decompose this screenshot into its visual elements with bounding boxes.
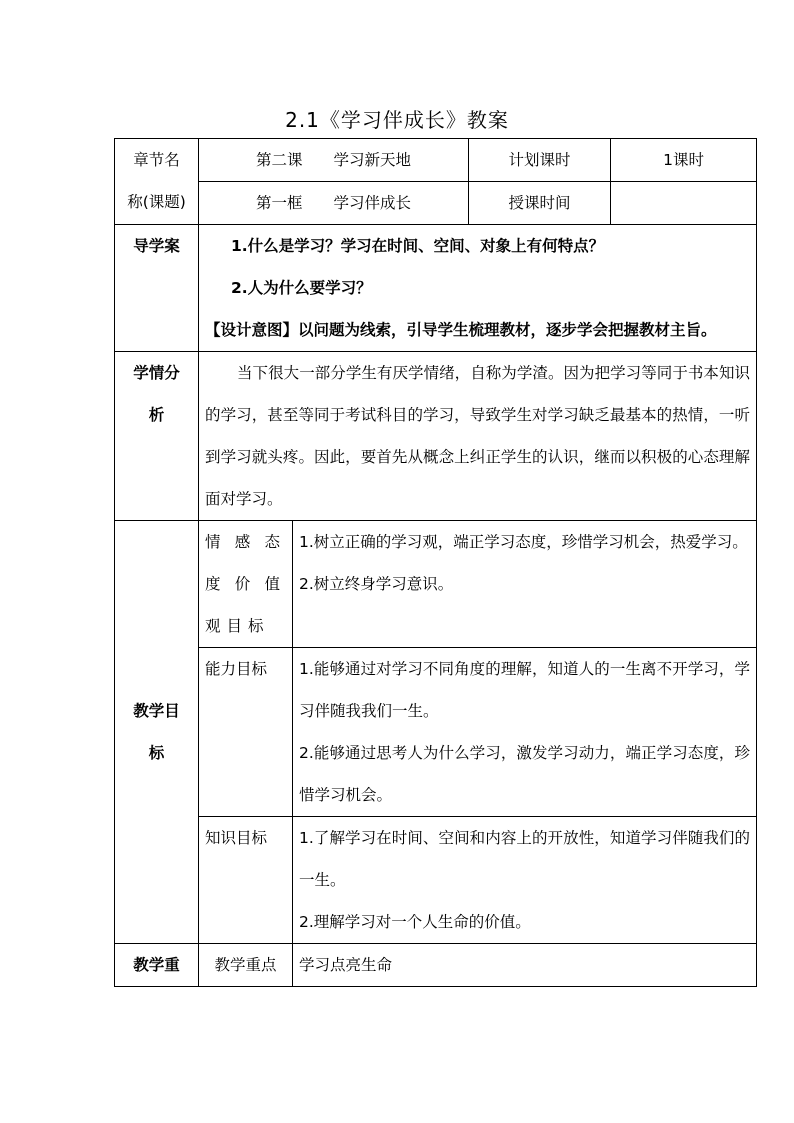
chapter-label-line2: 称(课题) <box>127 193 186 211</box>
header-row-1 <box>115 139 757 182</box>
analysis-label-line2: 析 <box>148 406 165 424</box>
goal-emotion-content <box>293 521 757 648</box>
key-label: 教学重 <box>115 944 199 987</box>
analysis-row <box>115 352 757 521</box>
goal-ability-label: 能力目标 <box>199 648 293 817</box>
teaching-time-value <box>611 182 757 225</box>
header-row-2 <box>115 182 757 225</box>
goals-label-line1: 教学目 <box>133 702 180 720</box>
goal-knowledge-label: 知识目标 <box>199 817 293 944</box>
goal-emotion-item-2: 2.树立终身学习意识。 <box>299 575 454 593</box>
goal-emotion-label: 情感态度价值观目标 <box>199 521 293 648</box>
chapter-label-line1: 章节名 <box>133 151 180 169</box>
guide-design-intent: 【设计意图】以问题为线索，引导学生梳理教材，逐步学会把握教材主旨。 <box>205 321 717 339</box>
analysis-text: 当下很大一部分学生有厌学情绪，自称为学渣。因为把学习等同于书本知识的学习，甚至等同于考试科目的学习，导致学生对学习缺乏最基本的热情，一听到学习就头疼。因此，要首先从概念上纠正学生的认识，继而以积极的心态理解面对学习。 <box>199 352 757 521</box>
analysis-label <box>115 352 199 521</box>
lesson-plan-table <box>114 138 757 987</box>
guide-label: 导学案 <box>115 225 199 352</box>
analysis-label-line1: 学情分 <box>133 364 180 382</box>
goal-ability-content <box>293 648 757 817</box>
guide-content <box>199 225 757 352</box>
goals-label-line2: 标 <box>148 744 165 762</box>
goal-knowledge-row <box>115 817 757 944</box>
goal-knowledge-item-1: 1.了解学习在时间、空间和内容上的开放性，知道学习伴随我们的一生。 <box>299 829 751 889</box>
key-sub-label: 教学重点 <box>199 944 293 987</box>
goal-emotion-row <box>115 521 757 648</box>
guide-question-1: 1.什么是学习？学习在时间、空间、对象上有何特点？ <box>231 237 605 255</box>
goal-knowledge-content <box>293 817 757 944</box>
key-value: 学习点亮生命 <box>293 944 757 987</box>
goal-ability-row <box>115 648 757 817</box>
chapter-label-cell <box>115 139 199 225</box>
planned-hours-label: 计划课时 <box>469 139 611 182</box>
lesson-line1: 第二课 学习新天地 <box>199 139 469 182</box>
goal-emotion-item-1: 1.树立正确的学习观，端正学习态度，珍惜学习机会，热爱学习。 <box>299 533 748 551</box>
goal-ability-item-1: 1.能够通过对学习不同角度的理解，知道人的一生离不开学习，学习伴随我我们一生。 <box>299 660 751 720</box>
goal-ability-item-2: 2.能够通过思考人为什么学习，激发学习动力，端正学习态度，珍惜学习机会。 <box>299 744 751 804</box>
teaching-time-label: 授课时间 <box>469 182 611 225</box>
lesson-line2: 第一框 学习伴成长 <box>199 182 469 225</box>
goals-label <box>115 521 199 944</box>
page-title: 2.1《学习伴成长》教案 <box>285 108 509 132</box>
key-point-row <box>115 944 757 987</box>
goal-knowledge-item-2: 2.理解学习对一个人生命的价值。 <box>299 913 531 931</box>
guide-row <box>115 225 757 352</box>
guide-question-2: 2.人为什么要学习？ <box>231 279 372 297</box>
planned-hours-value: 1课时 <box>611 139 757 182</box>
